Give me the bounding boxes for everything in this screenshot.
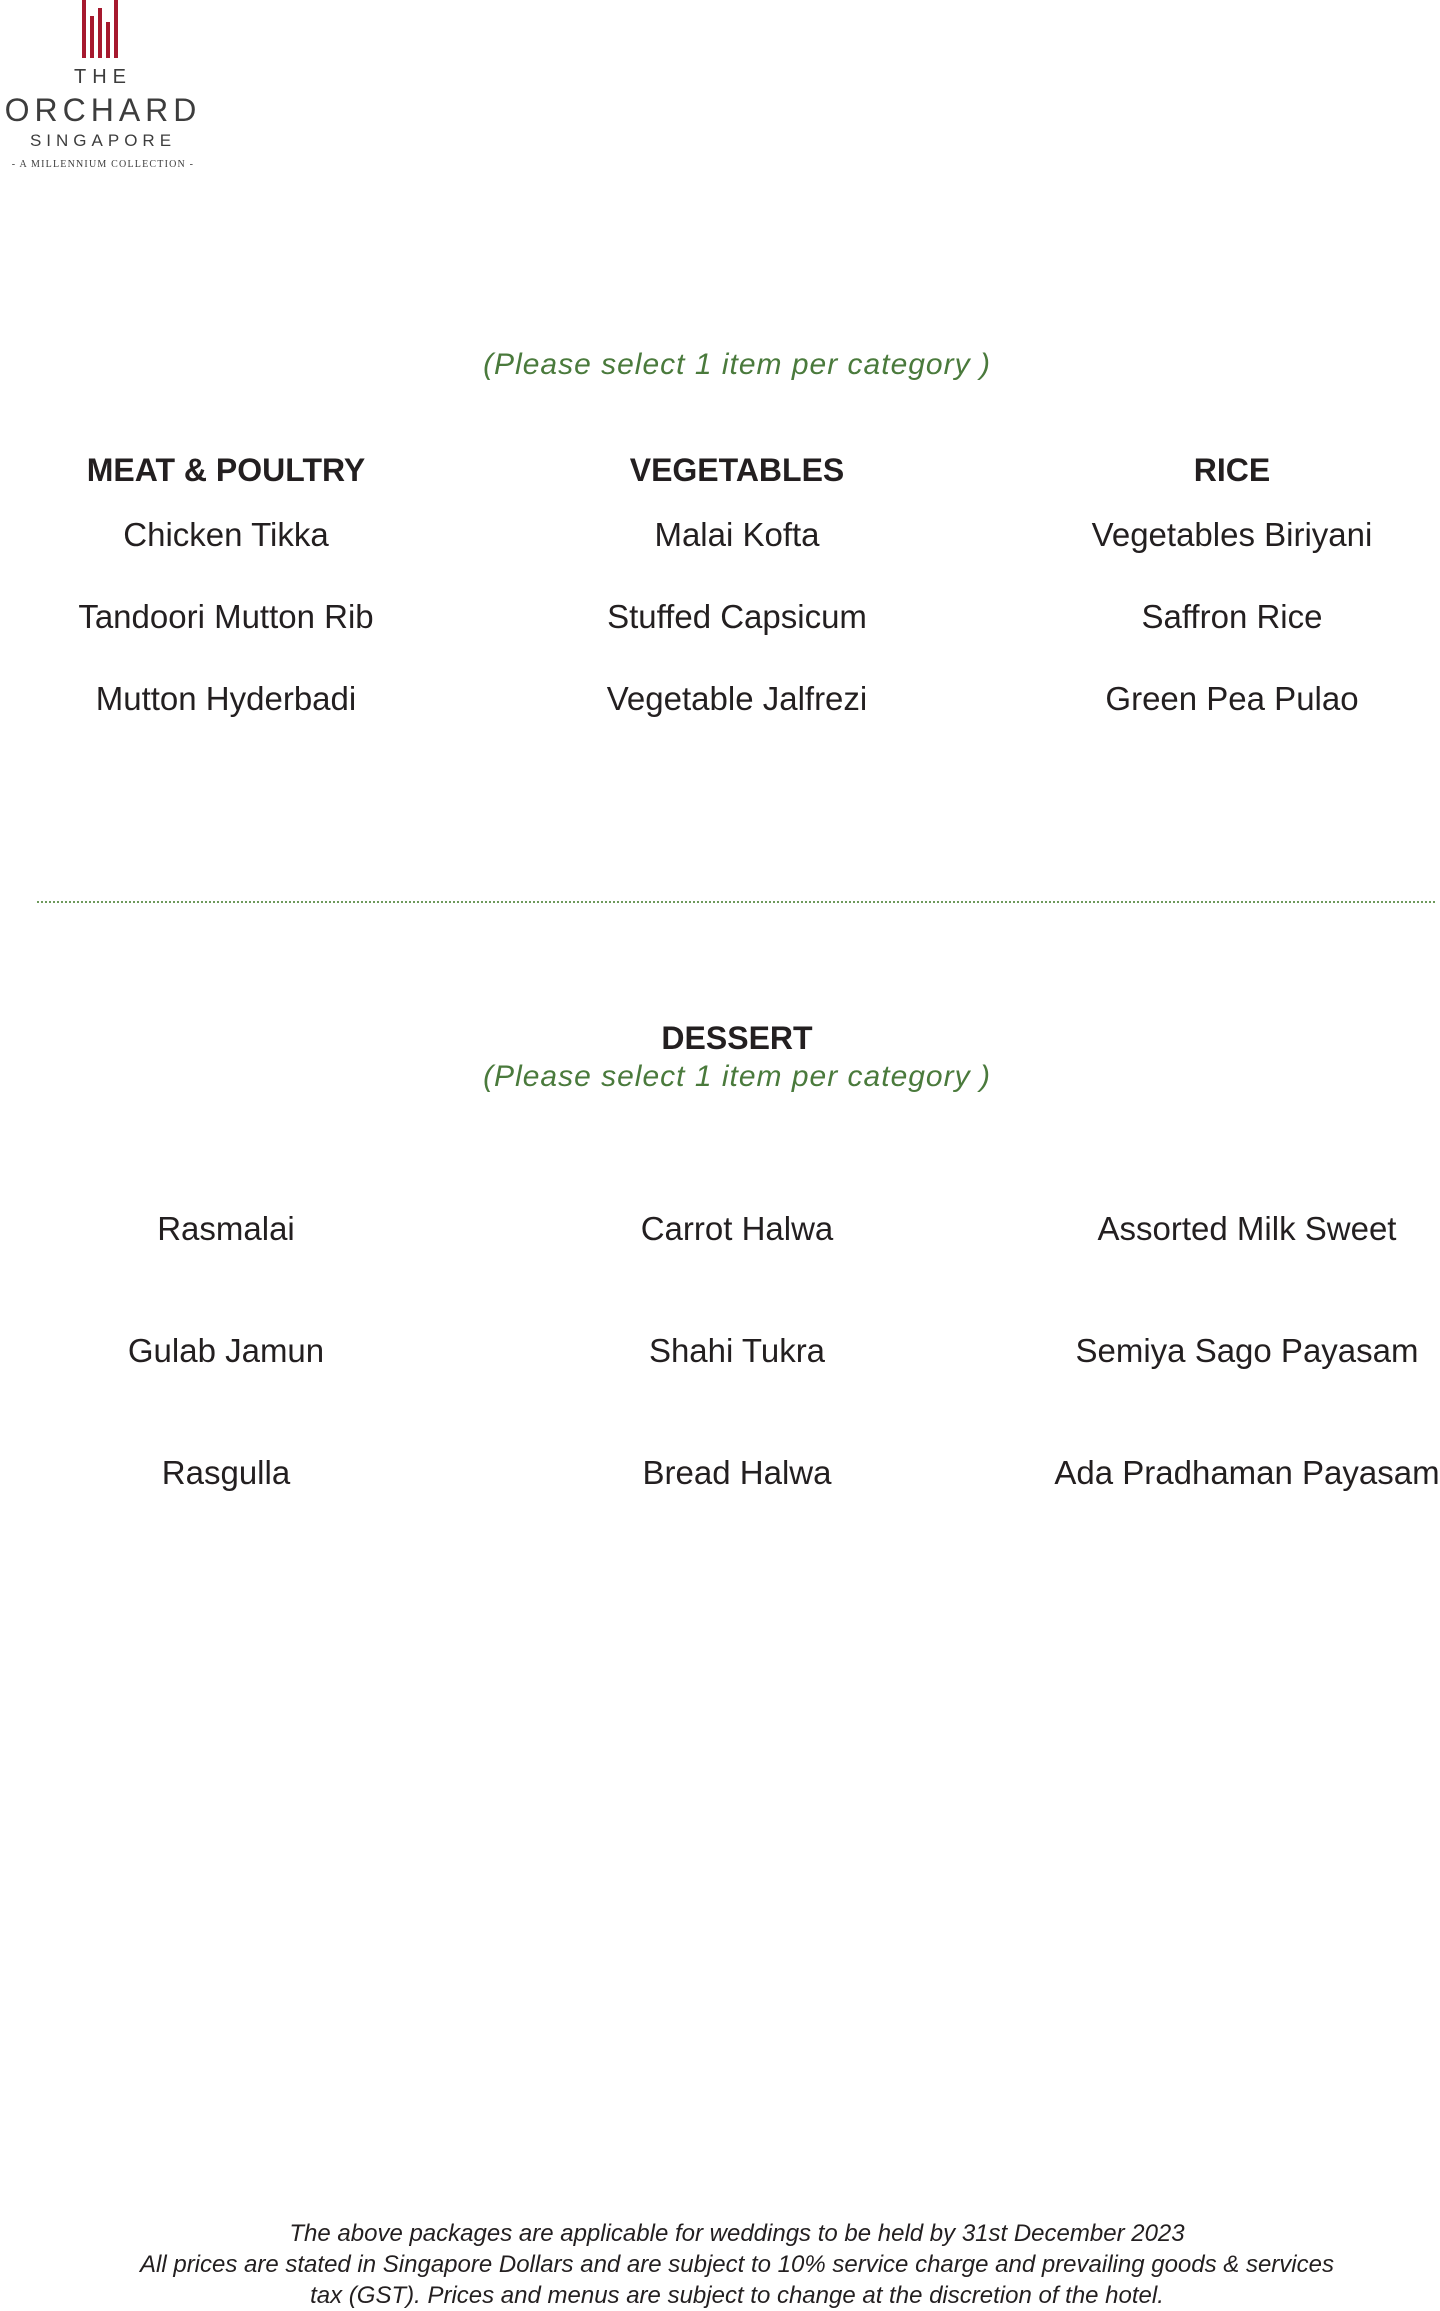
- menu-column-rice: [972, 446, 1440, 740]
- dessert-item: Carrot Halwa: [640, 1210, 834, 1247]
- dessert-title: DESSERT: [661, 1020, 813, 1056]
- menu-item: Mutton Hyderbadi: [95, 680, 357, 717]
- main-menu-instruction: (Please select 1 item per category ): [483, 348, 991, 381]
- dessert-item: Rasgulla: [161, 1454, 291, 1491]
- footer-line: All prices are stated in Singapore Dollars and are subject to 10% service charge and prevailing goods & services: [140, 2251, 1334, 2278]
- dessert-instruction: (Please select 1 item per category ): [483, 1060, 991, 1093]
- footer-line: The above packages are applicable for weddings to be held by 31st December 2023: [289, 2220, 1185, 2247]
- footer-line: tax (GST). Prices and menus are subject to change at the discretion of the hotel.: [310, 2282, 1164, 2309]
- hotel-logo: [0, 0, 210, 180]
- menu-item: Tandoori Mutton Rib: [78, 598, 374, 635]
- column-heading: MEAT & POULTRY: [86, 452, 366, 488]
- menu-item: Stuffed Capsicum: [607, 598, 867, 635]
- logo-text-singapore: SINGAPORE: [29, 131, 177, 150]
- dessert-item: Rasmalai: [157, 1210, 295, 1247]
- dessert-item: Gulab Jamun: [127, 1332, 325, 1369]
- orchard-logo-icon: [80, 0, 124, 58]
- dessert-item: Shahi Tukra: [648, 1332, 826, 1369]
- column-heading: RICE: [1193, 452, 1271, 488]
- dessert-column-2: [477, 1168, 997, 1534]
- dessert-column-3: [987, 1168, 1440, 1534]
- dessert-item: Ada Pradhaman Payasam: [1054, 1454, 1440, 1491]
- menu-column-meat-poultry: [0, 446, 486, 740]
- section-divider: [37, 901, 1435, 903]
- menu-item: Green Pea Pulao: [1105, 680, 1359, 717]
- dessert-item: Bread Halwa: [642, 1454, 832, 1491]
- menu-column-vegetables: [477, 446, 997, 740]
- menu-item: Chicken Tikka: [123, 516, 329, 553]
- menu-item: Vegetable Jalfrezi: [606, 680, 868, 717]
- dessert-column-1: [0, 1168, 486, 1534]
- dessert-item: Semiya Sago Payasam: [1075, 1332, 1419, 1369]
- menu-item: Vegetables Biriyani: [1091, 516, 1373, 553]
- logo-text-the: THE: [74, 66, 132, 88]
- menu-item: Malai Kofta: [654, 516, 820, 553]
- menu-item: Saffron Rice: [1141, 598, 1323, 635]
- dessert-item: Assorted Milk Sweet: [1097, 1210, 1397, 1247]
- logo-text-collection: - A MILLENNIUM COLLECTION -: [11, 159, 195, 170]
- footer-terms: [0, 2218, 1440, 2311]
- column-heading: VEGETABLES: [629, 452, 845, 488]
- logo-text-orchard: ORCHARD: [4, 92, 202, 128]
